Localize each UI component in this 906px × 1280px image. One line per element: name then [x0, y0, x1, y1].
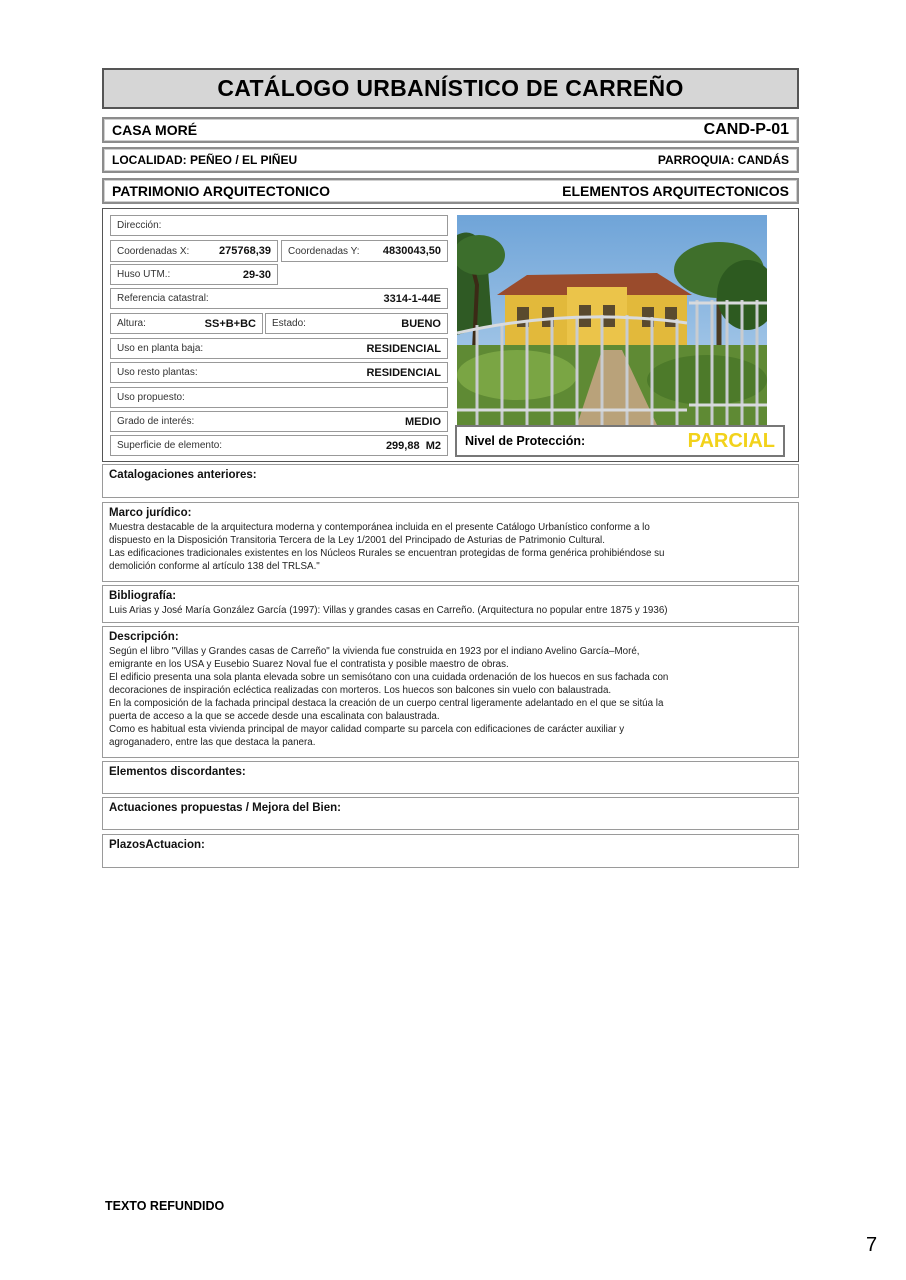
coord-y-value: 4830043,50 — [382, 245, 441, 257]
uso-resto-value: RESIDENCIAL — [366, 366, 441, 379]
protection-label: Nivel de Protección: — [465, 434, 586, 448]
altura-field — [110, 313, 263, 334]
descripcion-title: Descripción: — [109, 631, 179, 643]
uso-baja-value: RESIDENCIAL — [366, 342, 441, 355]
category-band — [102, 178, 799, 204]
marco-line: demolición conforme al artículo 138 del TRLSA." — [109, 561, 320, 572]
page-number: 7 — [866, 1234, 878, 1256]
descripcion-line: En la composición de la fachada principal destaca la creación de un cuerpo central ligeramente adelantado en el que se sitúa la — [109, 698, 664, 709]
section-actuaciones — [102, 797, 799, 830]
elementos-text: ELEMENTOS ARQUITECTONICOS — [562, 183, 789, 199]
estado-field — [265, 313, 448, 334]
grado-label: Grado de interés: — [117, 416, 195, 427]
descripcion-line: Como es habitual esta vivienda principal de mayor calidad comparte su parcela con edificaciones de carácter auxiliar y — [109, 724, 625, 735]
section-bibliografia — [102, 585, 799, 623]
parroquia-text: PARROQUIA: CANDÁS — [657, 153, 789, 167]
grado-value: MEDIO — [404, 415, 441, 428]
element-name-band — [102, 117, 799, 143]
huso-field — [110, 264, 278, 285]
section-plazos — [102, 834, 799, 868]
localidad-text: LOCALIDAD: PEÑEO / EL PIÑEU — [112, 153, 298, 167]
descripcion-line: decoraciones de inspiración ecléctica realizadas con morteros. Los huecos son balcones sin vuelo con balaustrada. — [109, 685, 612, 696]
descripcion-line: emigrante en los USA y Eusebio Suarez Noval fue el contratista y posible maestro de obras. — [109, 659, 509, 670]
uso-baja-field — [110, 338, 448, 359]
direccion-field — [110, 215, 448, 236]
coord-y-field — [281, 240, 448, 262]
superficie-label: Superficie de elemento: — [117, 440, 223, 451]
uso-propuesto-field — [110, 387, 448, 408]
grado-field — [110, 411, 448, 432]
descripcion-line: El edificio presenta una sola planta elevada sobre un semisótano con una cuidada ordenación de los huecos en sus fachada con — [109, 672, 669, 683]
section-descripcion — [102, 626, 799, 758]
section-marco-juridico — [102, 502, 799, 582]
footer-text: TEXTO REFUNDIDO — [105, 1199, 225, 1213]
section-catalogaciones — [102, 464, 799, 498]
superficie-value: 299,88 — [385, 439, 420, 452]
referencia-label: Referencia catastral: — [117, 293, 209, 304]
estado-label: Estado: — [272, 318, 306, 329]
coord-x-label: Coordenadas X: — [117, 245, 190, 257]
element-code: CAND-P-01 — [703, 121, 789, 138]
huso-value: 29-30 — [242, 268, 271, 281]
patrimonio-text: PATRIMONIO ARQUITECTONICO — [112, 183, 331, 199]
uso-resto-label: Uso resto plantas: — [117, 367, 198, 378]
plazos-title: PlazosActuacion: — [109, 839, 205, 851]
superficie-value-group — [386, 440, 441, 452]
section-discordantes — [102, 761, 799, 794]
referencia-value: 3314-1-44E — [383, 292, 441, 305]
referencia-field — [110, 288, 448, 309]
location-band — [102, 147, 799, 173]
building-photo — [457, 215, 767, 425]
superficie-field — [110, 435, 448, 456]
protection-value: PARCIAL — [687, 429, 775, 452]
superficie-unit: M2 — [425, 439, 441, 452]
page-title: CATÁLOGO URBANÍSTICO DE CARREÑO — [217, 75, 684, 101]
descripcion-line: Según el libro "Villas y Grandes casas de Carreño" la vivienda fue construida en 1923 por el indiano Avelino García–Moré, — [109, 646, 640, 657]
marco-line: Las edificaciones tradicionales existentes en los Núcleos Rurales se encuentran protegidas de forma genérica prohibiéndose su — [109, 548, 665, 559]
uso-baja-label: Uso en planta baja: — [117, 343, 204, 354]
coord-x-value: 275768,39 — [219, 245, 271, 257]
altura-value: SS+B+BC — [204, 317, 256, 330]
marco-line: dispuesto en la Disposición Transitoria Tercera de la Ley 1/2001 del Principado de Asturias de Patrimonio Cultural. — [109, 535, 605, 546]
actuaciones-title: Actuaciones propuestas / Mejora del Bien: — [109, 802, 341, 814]
coord-y-label: Coordenadas Y: — [288, 245, 360, 257]
building-photo-illustration — [457, 215, 767, 425]
coord-x-field — [110, 240, 278, 262]
bibliografia-line: Luis Arias y José María González García (1997): Villas y grandes casas en Carreño. (Arquitectura no popular entre 1875 y 1936) — [109, 605, 668, 616]
catalogaciones-title: Catalogaciones anteriores: — [109, 469, 257, 481]
uso-resto-field — [110, 362, 448, 383]
huso-label: Huso UTM.: — [117, 269, 171, 280]
marco-line: Muestra destacable de la arquitectura moderna y contemporánea incluida en el presente Catálogo Urbanístico conforme a lo — [109, 522, 650, 533]
protection-field — [455, 425, 785, 457]
descripcion-line: agroganadero, entre las que destaca la panera. — [109, 737, 316, 748]
catalog-title-band — [102, 68, 799, 109]
direccion-label: Dirección: — [117, 220, 162, 231]
element-name: CASA MORÉ — [112, 122, 198, 138]
marco-title: Marco jurídico: — [109, 507, 192, 519]
estado-value: BUENO — [401, 317, 441, 330]
discordantes-title: Elementos discordantes: — [109, 766, 246, 778]
bibliografia-title: Bibliografía: — [109, 590, 177, 602]
uso-propuesto-label: Uso propuesto: — [117, 392, 185, 403]
altura-label: Altura: — [117, 318, 146, 329]
descripcion-line: puerta de acceso a la que se accede desde una escalinata con balaustrada. — [109, 711, 440, 722]
